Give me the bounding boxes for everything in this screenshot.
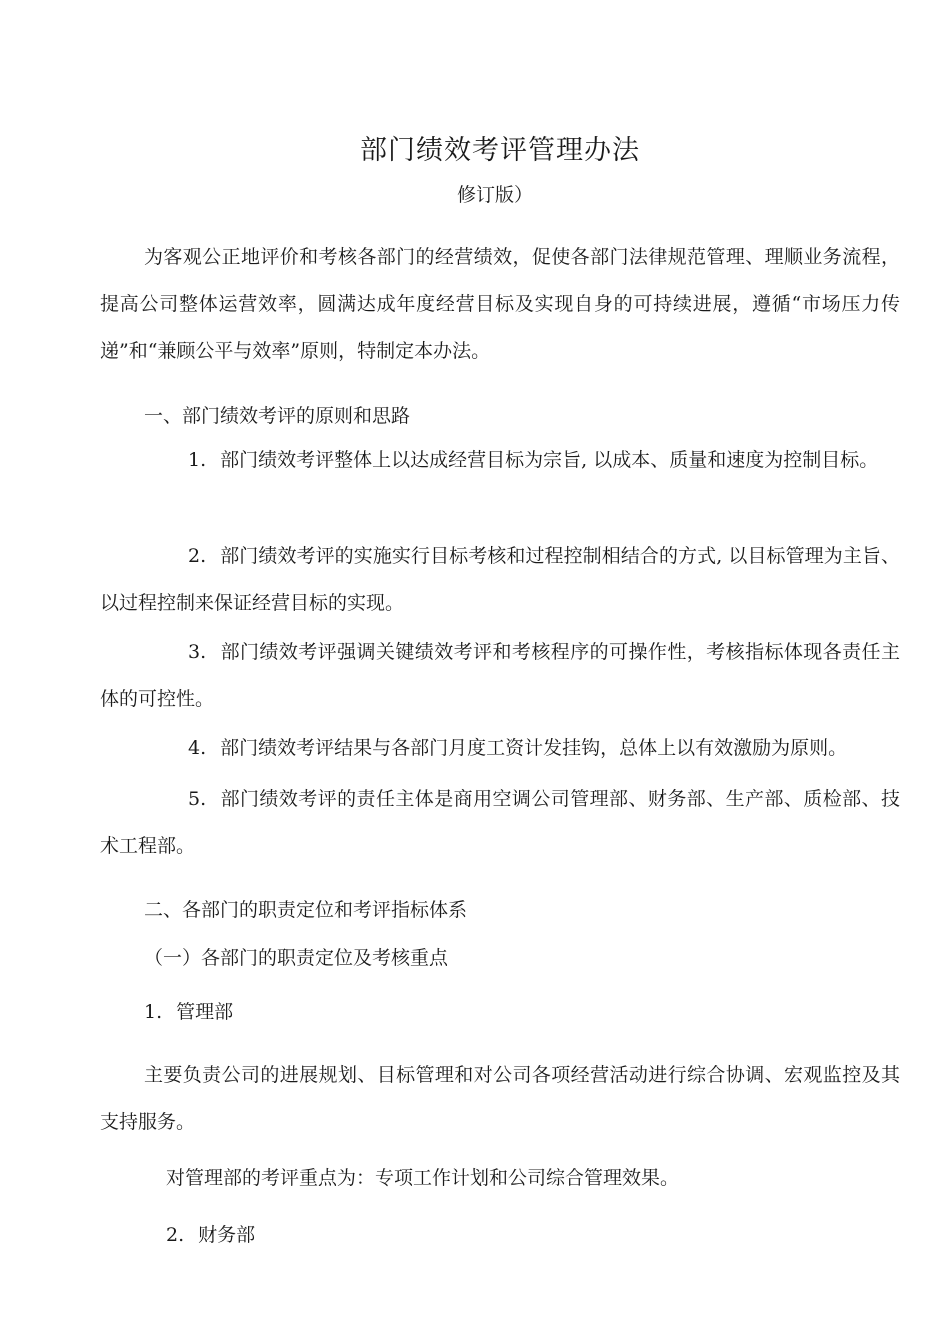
- document-title: 部门绩效考评管理办法: [360, 135, 640, 166]
- section2-heading: 二、各部门的职责定位和考评指标体系: [144, 899, 468, 921]
- list-item: [100, 437, 900, 484]
- dept-heading: [144, 997, 233, 1024]
- dept-focus: 对管理部的考评重点为：专项工作计划和公司综合管理效果。: [166, 1167, 680, 1189]
- section1-heading: 一、部门绩效考评的原则和思路: [144, 405, 411, 427]
- document-subtitle: 修订版）: [456, 184, 533, 206]
- intro-paragraph: 为客观公正地评价和考核各部门的经营绩效，促使各部门法律规范管理、理顺业务流程，提高公司整体运营效率，圆满达成年度经营目标及实现自身的可持续进展，遵循“市场压力传递”和“兼顾公平与效率”原则，特制定本办法。: [100, 246, 900, 362]
- list-item: [100, 533, 900, 627]
- item-text: 部门绩效考评的实施实行目标考核和过程控制相结合的方式, 以目标管理为主旨、以过程控制来保证经营目标的实现。: [100, 545, 900, 614]
- list-item: [100, 776, 900, 870]
- dept-number: 2.: [166, 1224, 185, 1246]
- item-number: 3.: [188, 641, 207, 663]
- item-text: 部门绩效考评强调关键绩效考评和考核程序的可操作性，考核指标体现各责任主体的可控性。: [100, 641, 900, 710]
- list-item: [100, 725, 900, 772]
- dept-name: 财务部: [198, 1224, 256, 1246]
- item-text: 部门绩效考评的责任主体是商用空调公司管理部、财务部、生产部、质检部、技术工程部。: [100, 788, 900, 857]
- dept-number: 1.: [144, 1001, 163, 1023]
- item-text: 部门绩效考评整体上以达成经营目标为宗旨, 以成本、质量和速度为控制目标。: [220, 449, 879, 471]
- item-number: 5.: [188, 788, 207, 810]
- subsection-heading: （一）各部门的职责定位及考核重点: [144, 947, 449, 969]
- item-number: 1.: [188, 449, 207, 471]
- item-number: 4.: [188, 737, 207, 759]
- dept-description: 主要负责公司的进展规划、目标管理和对公司各项经营活动进行综合协调、宏观监控及其支持服务。: [100, 1064, 900, 1133]
- dept-heading: [166, 1220, 255, 1247]
- list-item: [100, 629, 900, 723]
- dept-name: 管理部: [176, 1001, 234, 1023]
- item-text: 部门绩效考评结果与各部门月度工资计发挂钩，总体上以有效激励为原则。: [220, 737, 848, 759]
- item-number: 2.: [188, 545, 207, 567]
